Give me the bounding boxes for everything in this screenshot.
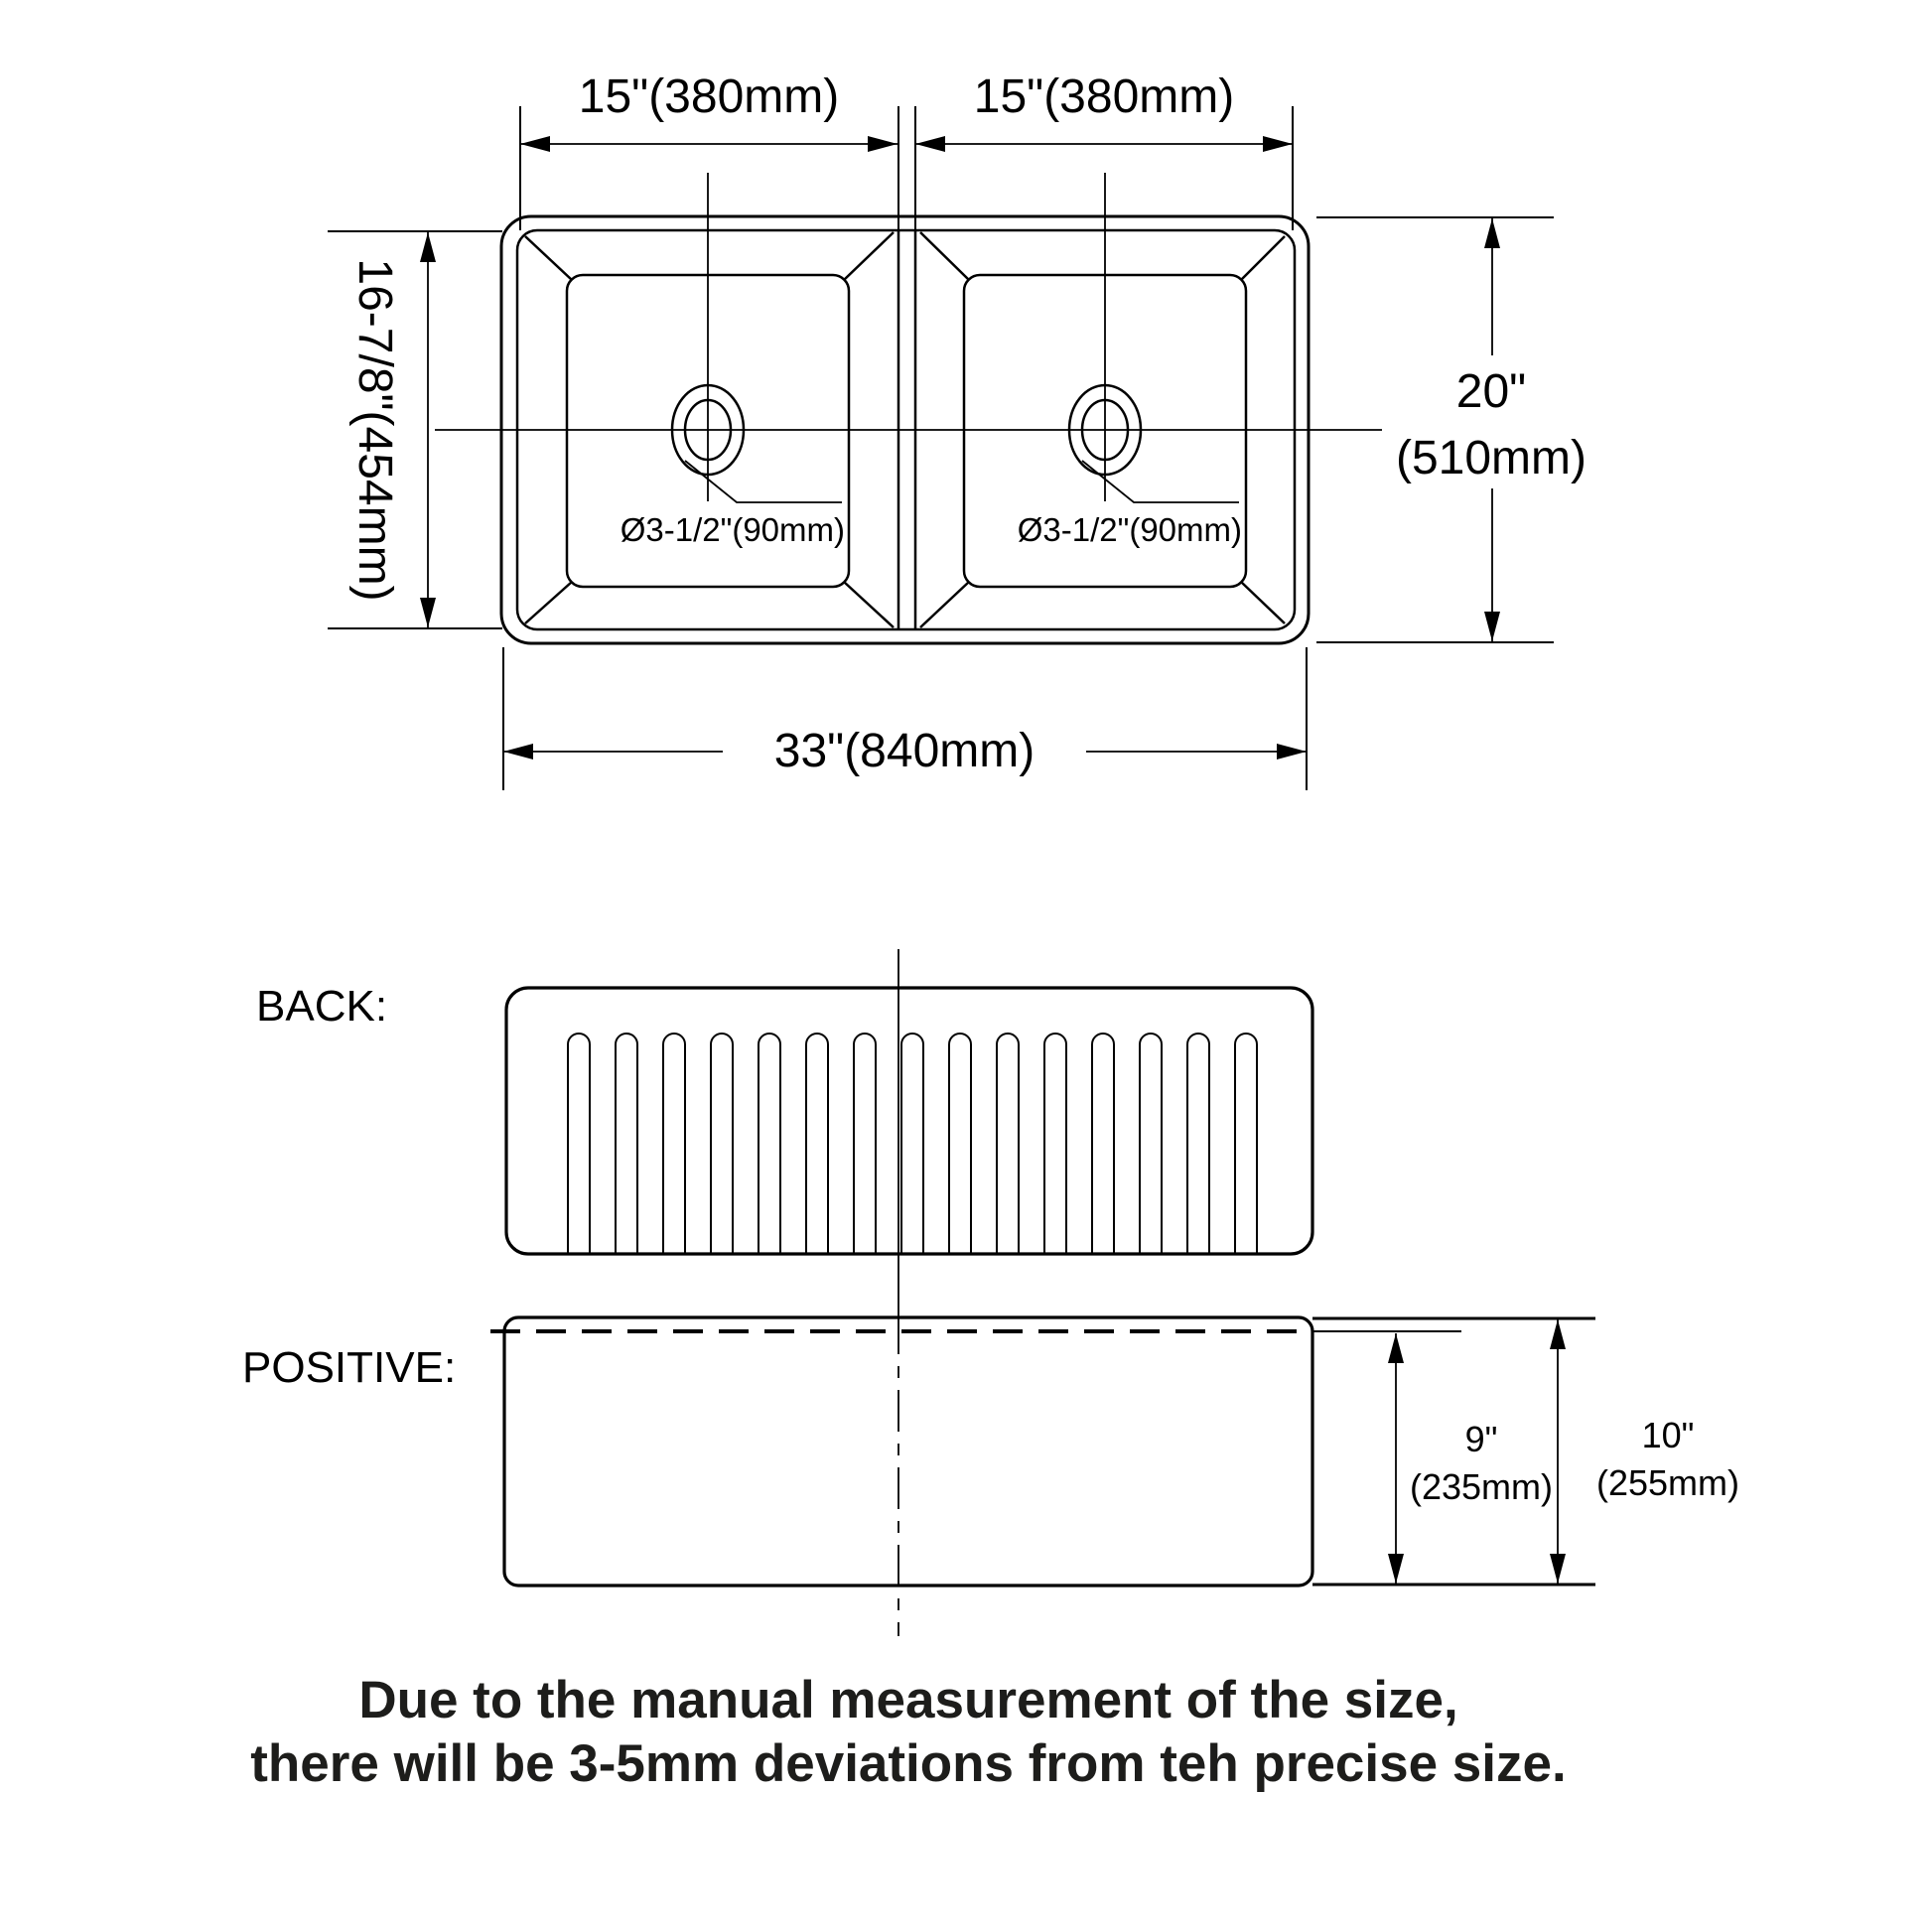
dim-overall-height-mm-text: (255mm): [1595, 1462, 1740, 1503]
back-view-label: BACK:: [256, 982, 388, 1031]
dim-inner-depth-text: 16-7/8"(454mm): [348, 258, 401, 602]
dim-overall-width: [503, 647, 1307, 790]
right-drain-label: Ø3-1/2"(90mm): [1017, 511, 1242, 548]
dim-overall-depth-mm-text: (510mm): [1395, 432, 1587, 484]
dim-bowl-width-left: [520, 70, 898, 230]
positive-view-label: POSITIVE:: [242, 1343, 457, 1392]
apron-panel: [504, 1317, 1312, 1586]
footer-line1: Due to the manual measurement of the size,: [358, 1671, 1458, 1729]
dim-overall-height-text: 10": [1641, 1415, 1695, 1455]
dim-apron-height: [1388, 1333, 1553, 1584]
dim-overall-height: [1550, 1319, 1739, 1584]
dim-apron-height-mm-text: (235mm): [1409, 1466, 1554, 1507]
back-view: [256, 949, 1312, 1312]
dim-bowl-left-text: 15"(380mm): [578, 70, 840, 123]
dim-apron-height-text: 9": [1464, 1419, 1498, 1459]
back-panel: [506, 988, 1312, 1254]
left-drain-label: Ø3-1/2"(90mm): [620, 511, 845, 548]
footer-line2: there will be 3-5mm deviations from teh precise size.: [250, 1734, 1567, 1793]
dim-overall-depth-text: 20": [1455, 365, 1527, 418]
flutes: [568, 1034, 1257, 1254]
dim-bowl-right-text: 15"(380mm): [973, 70, 1235, 123]
top-view: [328, 70, 1587, 790]
footer-note: [250, 1671, 1566, 1793]
positive-view: [242, 1312, 1739, 1636]
dim-bowl-width-right: [915, 70, 1293, 230]
centerlines: [435, 173, 1382, 501]
dim-overall-width-text: 33"(840mm): [773, 725, 1035, 777]
